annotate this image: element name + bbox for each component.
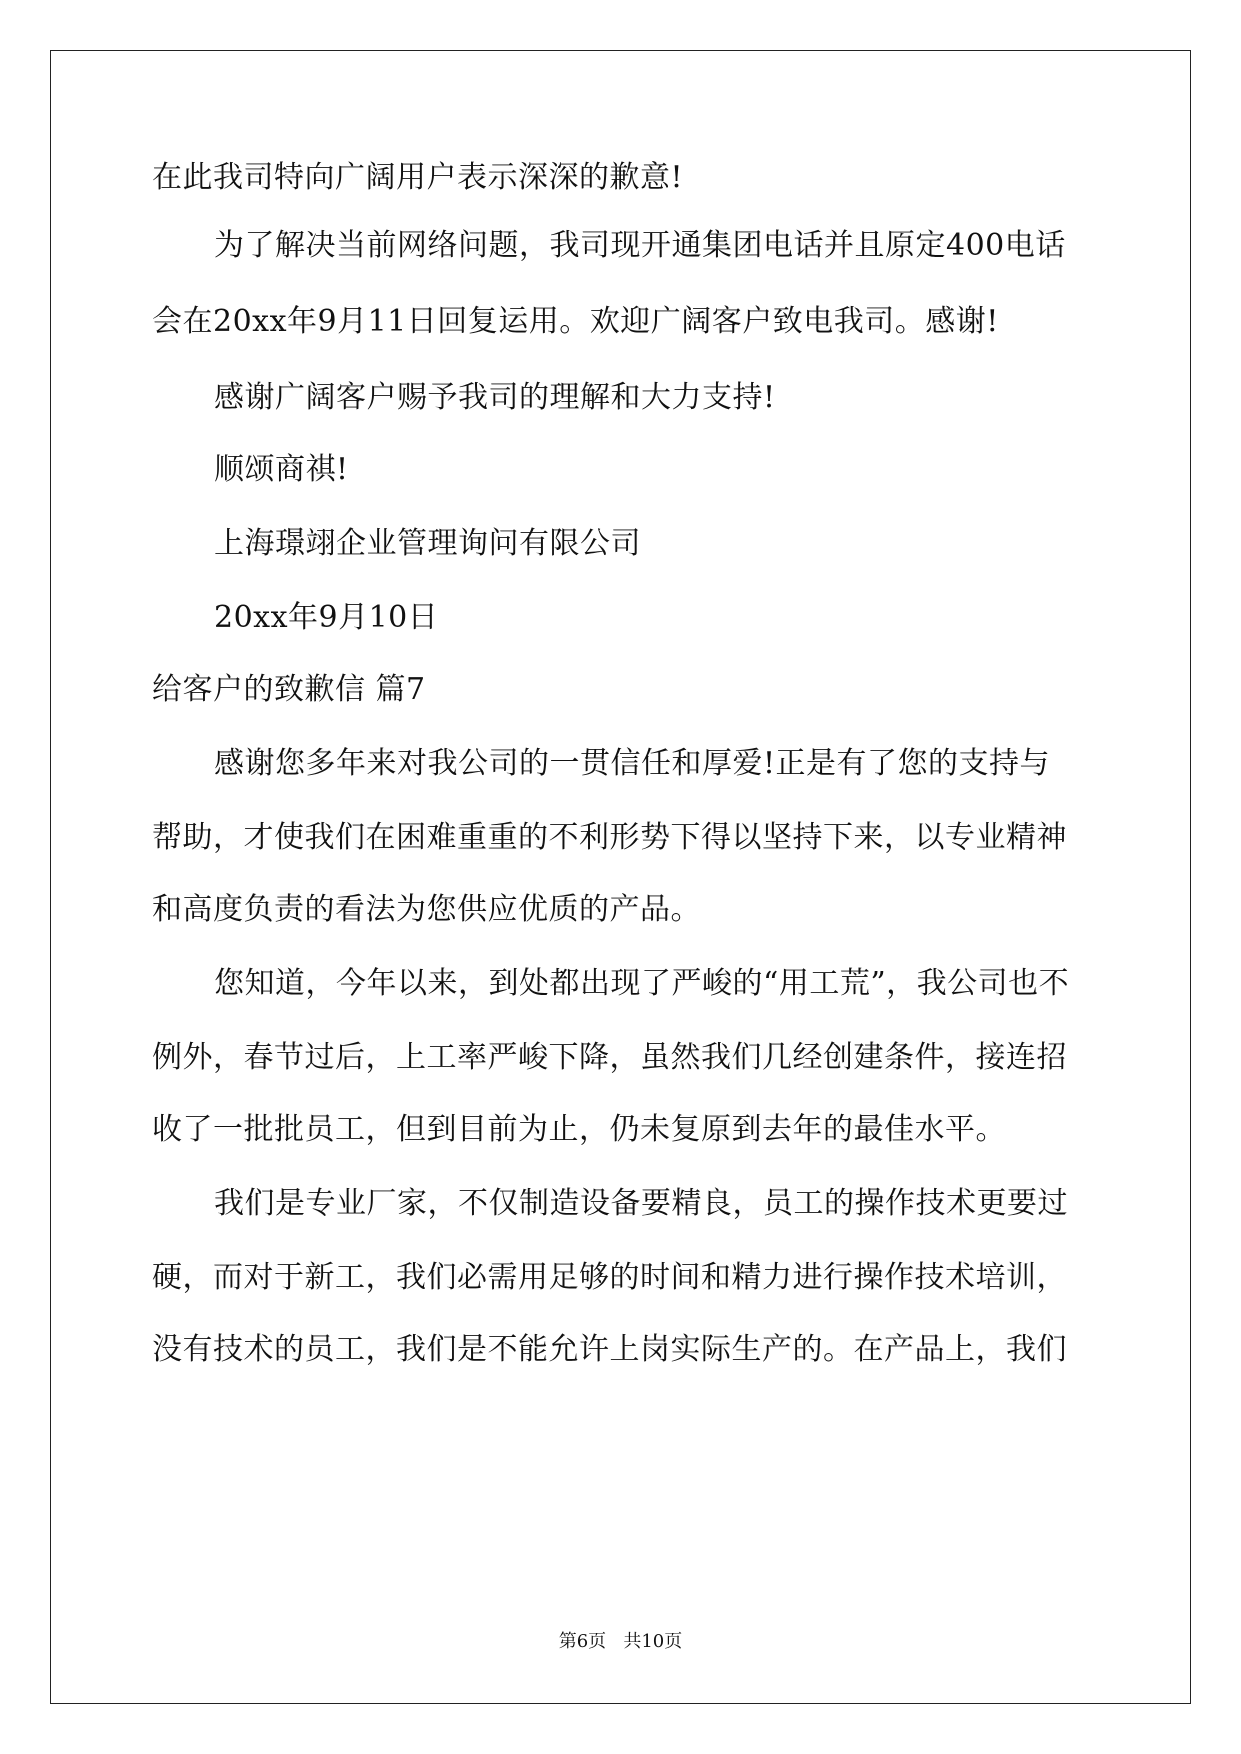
paragraph-line: 收了一批批员工，但到目前为止，仍未复原到去年的最佳水平。 bbox=[152, 1112, 1006, 1147]
paragraph-line: 硬，而对于新工，我们必需用足够的时间和精力进行操作技术培训， bbox=[152, 1260, 1067, 1295]
paragraph-line: 我们是专业厂家，不仅制造设备要精良，员工的操作技术更要过 bbox=[214, 1186, 1068, 1221]
paragraph-line: 在此我司特向广阔用户表示深深的歉意! bbox=[152, 160, 684, 195]
section-heading: 给客户的致歉信 篇7 bbox=[152, 672, 426, 707]
paragraph-line: 您知道，今年以来，到处都出现了严峻的“用工荒”，我公司也不 bbox=[214, 966, 1070, 1001]
page-border bbox=[50, 50, 1191, 1704]
page-number: 第6页 共10页 bbox=[558, 1631, 683, 1652]
paragraph-line: 感谢您多年来对我公司的一贯信任和厚爱!正是有了您的支持与 bbox=[214, 746, 1051, 781]
paragraph-line: 帮助，才使我们在困难重重的不利形势下得以坚持下来，以专业精神 bbox=[152, 820, 1067, 855]
paragraph-line: 和高度负责的看法为您供应优质的产品。 bbox=[152, 892, 701, 927]
paragraph-line: 顺颂商祺! bbox=[214, 452, 349, 487]
paragraph-line: 例外，春节过后，上工率严峻下降，虽然我们几经创建条件，接连招 bbox=[152, 1040, 1067, 1075]
letter-date: 20xx年9月10日 bbox=[214, 600, 439, 635]
paragraph-line: 没有技术的员工，我们是不能允许上岗实际生产的。在产品上，我们 bbox=[152, 1332, 1067, 1367]
paragraph-line: 感谢广阔客户赐予我司的理解和大力支持! bbox=[214, 380, 776, 415]
paragraph-line: 会在20xx年9月11日回复运用。欢迎广阔客户致电我司。感谢! bbox=[152, 304, 999, 339]
paragraph-line: 为了解决当前网络问题，我司现开通集团电话并且原定400电话 bbox=[214, 228, 1066, 263]
company-name: 上海璟翊企业管理询问有限公司 bbox=[214, 526, 641, 561]
